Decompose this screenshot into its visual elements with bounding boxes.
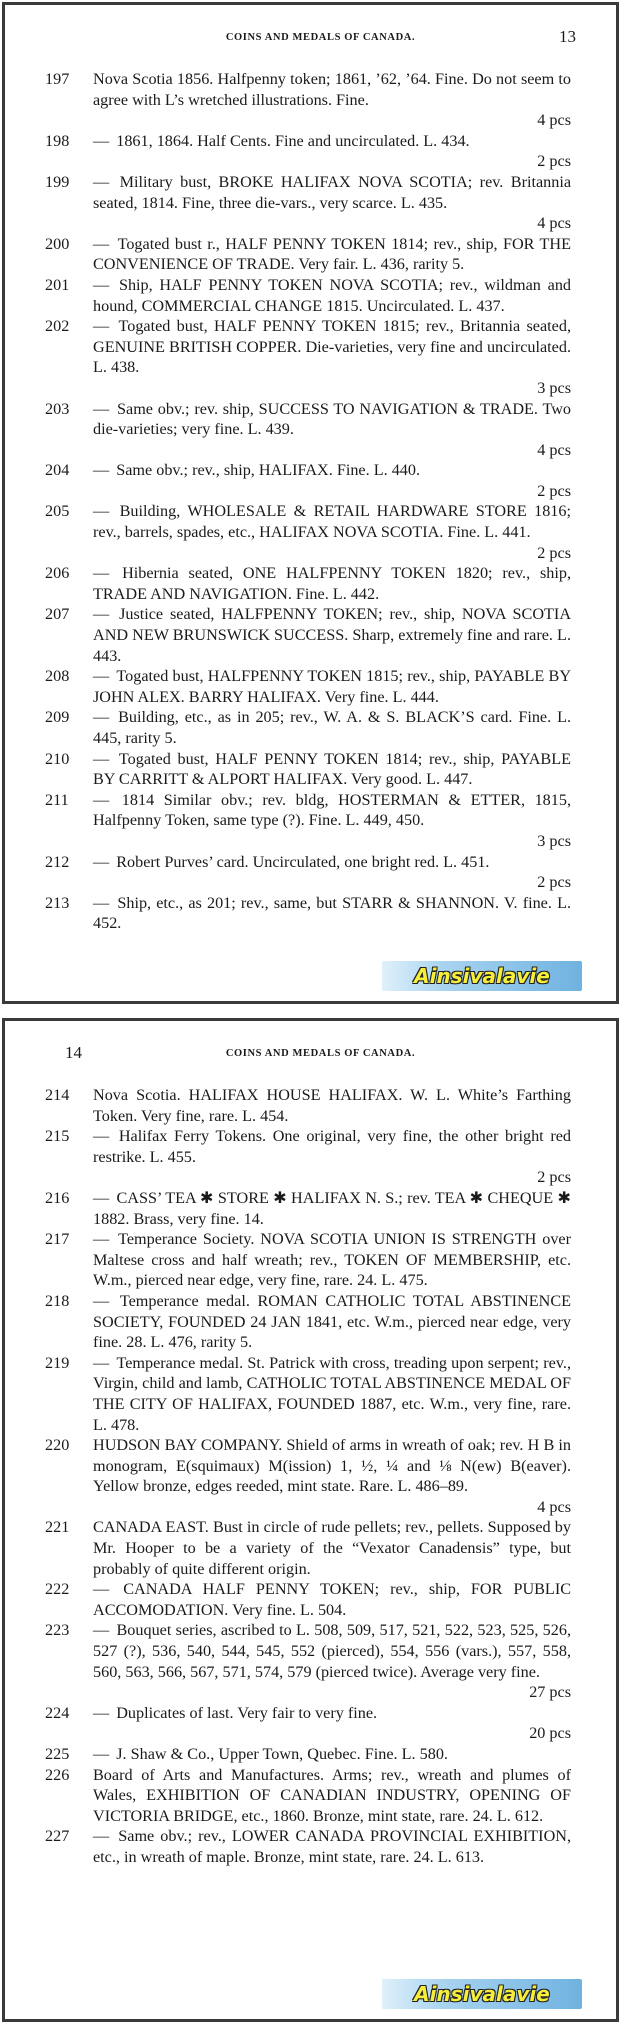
lot-description: CANADA HALF PENNY TOKEN; rev., ship, FOR PUBLIC ACCOMODATION. Very fine. L. 504. xyxy=(93,1580,572,1619)
lot-description: Bouquet series, ascribed to L. 508, 509, 517, 521, 522, 523, 525, 526, 527 (?), 536, 540, 544, 545, 552 (pierced), 554, 556 (vars.), 557, 558, 560, 563, 566, 567, 571, 574, 579 (pierced twice). Average very fine. xyxy=(93,1621,572,1681)
ditto-dash: — xyxy=(93,893,115,912)
catalog-entry xyxy=(45,1435,571,1517)
lot-description: HUDSON BAY COMPANY. Shield of arms in wreath of oak; rev. H B in monogram, E(squimaux) M(ission) 1, ½, ¼ and ⅛ N(ew) B(eaver). Yellow bronze, edges reeded, mint state. Rare. L. 486–89. xyxy=(93,1436,571,1496)
running-head xyxy=(65,1043,576,1067)
lot-description: Togated bust, HALFPENNY TOKEN 1815; rev., ship, PAYABLE BY JOHN ALEX. BARRY HALIFAX. Very fine. L. 444. xyxy=(93,667,572,706)
catalog-entry xyxy=(45,1703,571,1744)
page-number: 14 xyxy=(65,1043,82,1062)
lot-number: 213 xyxy=(45,893,70,912)
lot-number: 224 xyxy=(45,1703,70,1722)
ditto-dash: — xyxy=(93,461,114,480)
catalog-entry xyxy=(45,563,571,604)
lot-number: 202 xyxy=(45,317,70,336)
lot-description: Togated bust, HALF PENNY TOKEN 1814; rev., ship, PAYABLE BY CARRITT & ALPORT HALIFAX. Very good. L. 447. xyxy=(93,749,572,789)
lot-number: 220 xyxy=(45,1436,70,1455)
ditto-dash: — xyxy=(93,605,117,624)
lot-number: 199 xyxy=(45,172,70,191)
catalog-entry xyxy=(45,131,571,172)
page-header-title: COINS AND MEDALS OF CANADA. xyxy=(225,1048,416,1059)
ditto-dash: — xyxy=(93,1580,121,1599)
watermark-text: Ainsivalavie xyxy=(414,964,550,988)
ditto-dash: — xyxy=(93,708,116,727)
lot-quantity: 27 pcs xyxy=(529,1683,571,1702)
ditto-dash: — xyxy=(93,172,117,191)
catalog-entry xyxy=(45,1826,571,1867)
lot-description: Robert Purves’ card. Uncirculated, one bright red. L. 451. xyxy=(116,852,490,871)
lot-number: 203 xyxy=(45,399,70,418)
page-number: 13 xyxy=(559,27,576,46)
catalog-entry xyxy=(45,1353,571,1435)
ditto-dash: — xyxy=(93,399,114,418)
entry-list xyxy=(45,69,571,934)
watermark-text: Ainsivalavie xyxy=(414,1982,550,2006)
lot-quantity: 3 pcs xyxy=(537,831,571,850)
lot-quantity: 4 pcs xyxy=(537,440,571,459)
lot-number: 210 xyxy=(45,749,70,768)
catalog-entry xyxy=(45,275,571,316)
lot-quantity: 2 pcs xyxy=(537,543,571,562)
lot-number: 227 xyxy=(45,1827,70,1846)
ditto-dash: — xyxy=(93,1188,114,1207)
lot-number: 200 xyxy=(45,234,70,253)
catalog-entry xyxy=(45,172,571,234)
lot-description: Same obv.; rev., ship, HALIFAX. Fine. L. 440. xyxy=(116,461,421,480)
catalog-entry xyxy=(45,1579,571,1620)
lot-description: Temperance Society. NOVA SCOTIA UNION IS STRENGTH over Maltese cross and half wreath; rev., TOKEN OF MEMBERSHIP, etc. W.m., pierced near edge, very fine, rare. 24. L. 475. xyxy=(93,1230,571,1290)
catalog-entry xyxy=(45,790,571,852)
catalog-entry xyxy=(45,1620,571,1702)
lot-description: Justice seated, HALFPENNY TOKEN; rev., ship, NOVA SCOTIA AND NEW BRUNSWICK SUCCESS. Sharp, extremely fine and rare. L. 443. xyxy=(93,605,572,665)
page-header-title: COINS AND MEDALS OF CANADA. xyxy=(225,32,416,43)
lot-quantity: 3 pcs xyxy=(537,378,571,397)
lot-description: Togated bust, HALF PENNY TOKEN 1815; rev., Britannia seated, GENUINE BRITISH COPPER. Die-varieties, very fine and uncirculated. L. 438. xyxy=(93,317,571,377)
lot-number: 205 xyxy=(45,502,70,521)
ditto-dash: — xyxy=(93,564,120,583)
catalog-entry xyxy=(45,1229,571,1291)
lot-number: 226 xyxy=(45,1765,70,1784)
catalog-entry xyxy=(45,1765,571,1827)
lot-description: Building, etc., as in 205; rev., W. A. & S. BLACK’S card. Fine. L. 445, rarity 5. xyxy=(93,708,571,747)
ditto-dash: — xyxy=(93,502,117,521)
catalog-entry xyxy=(45,234,571,275)
catalog-entry xyxy=(45,1085,571,1126)
ditto-dash: — xyxy=(93,317,116,336)
catalog-entry xyxy=(45,69,571,131)
ditto-dash: — xyxy=(93,1353,114,1372)
lot-description: Military bust, BROKE HALIFAX NOVA SCOTIA; rev. Britannia seated, 1814. Fine, three die-vars., very scarce. L. 435. xyxy=(93,172,572,212)
lot-number: 204 xyxy=(45,461,70,480)
ditto-dash: — xyxy=(93,1230,116,1249)
lot-description: Halifax Ferry Tokens. One original, very fine, the other bright red restrike. L. 455. xyxy=(93,1127,571,1166)
lot-description: Ship, HALF PENNY TOKEN NOVA SCOTIA; rev., wildman and hound, COMMERCIAL CHANGE 1815. Uncirculated. L. 437. xyxy=(93,275,572,315)
lot-description: CANADA EAST. Bust in circle of rude pellets; rev., pellets. Supposed by Mr. Hooper to be a variety of the “Vexator Canadensis” type, but probably of quite different origin. xyxy=(93,1518,571,1578)
ditto-dash: — xyxy=(93,1745,114,1763)
lot-description: Building, WHOLESALE & RETAIL HARDWARE STORE 1816; rev., barrels, spades, etc., HALIFAX NOVA SCOTIA. Fine. L. 441. xyxy=(93,502,571,542)
lot-number: 198 xyxy=(45,131,70,150)
lot-number: 208 xyxy=(45,667,70,686)
ditto-dash: — xyxy=(93,667,114,686)
lot-description: Nova Scotia. HALIFAX HOUSE HALIFAX. W. L. White’s Farthing Token. Very fine, rare. L. 454. xyxy=(93,1086,571,1125)
lot-description: Temperance medal. ROMAN CATHOLIC TOTAL ABSTINENCE SOCIETY, FOUNDED 24 JAN 1841, etc. W.m., pierced near edge, very fine. 28. L. 476, rarity 5. xyxy=(93,1291,572,1352)
lot-description: Nova Scotia 1856. Halfpenny token; 1861, ’62, ’64. Fine. Do not seem to agree with L’s wretched illustrations. Fine. xyxy=(93,70,571,109)
lot-number: 215 xyxy=(45,1127,70,1146)
lot-number: 211 xyxy=(45,790,69,809)
entry-list xyxy=(45,1085,571,1868)
lot-description: Same obv.; rev., LOWER CANADA PROVINCIAL EXHIBITION, etc., in wreath of maple. Bronze, mint state, rare. 24. L. 613. xyxy=(93,1827,572,1866)
lot-quantity: 20 pcs xyxy=(529,1724,571,1743)
lot-quantity: 2 pcs xyxy=(537,481,571,500)
lot-quantity: 4 pcs xyxy=(537,1497,571,1516)
catalog-entry xyxy=(45,604,571,666)
ditto-dash: — xyxy=(93,234,115,253)
catalog-entry xyxy=(45,666,571,707)
catalog-entry xyxy=(45,707,571,748)
lot-quantity: 4 pcs xyxy=(537,214,571,233)
catalog-entry xyxy=(45,1517,571,1579)
ditto-dash: — xyxy=(93,1127,116,1146)
catalog-entry xyxy=(45,460,571,501)
lot-number: 207 xyxy=(45,605,70,624)
lot-number: 201 xyxy=(45,275,70,294)
lot-description: Ship, etc., as 201; rev., same, but STARR & SHANNON. V. fine. L. 452. xyxy=(93,893,571,933)
watermark-logo xyxy=(382,961,582,991)
lot-number: 212 xyxy=(45,852,70,871)
lot-quantity: 2 pcs xyxy=(537,1168,571,1187)
ditto-dash: — xyxy=(93,275,116,294)
lot-description: CASS’ TEA ✱ STORE ✱ HALIFAX N. S.; rev. TEA ✱ CHEQUE ✱ 1882. Brass, very fine. 14. xyxy=(93,1188,572,1228)
lot-number: 216 xyxy=(45,1188,70,1207)
lot-description: Same obv.; rev. ship, SUCCESS TO NAVIGATION & TRADE. Two die-varieties; very fine. L. 439. xyxy=(93,399,571,439)
lot-number: 206 xyxy=(45,564,70,583)
lot-description: 1814 Similar obv.; rev. bldg, HOSTERMAN & ETTER, 1815, Halfpenny Token, same type (?). Fine. L. 449, 450. xyxy=(93,790,572,830)
lot-number: 223 xyxy=(45,1621,70,1640)
lot-description: Duplicates of last. Very fair to very fine. xyxy=(116,1703,378,1722)
lot-number: 219 xyxy=(45,1353,70,1372)
lot-description: 1861, 1864. Half Cents. Fine and uncirculated. L. 434. xyxy=(116,131,470,150)
ditto-dash: — xyxy=(93,1621,114,1640)
catalog-entry xyxy=(45,852,571,893)
lot-number: 197 xyxy=(45,70,70,88)
watermark-logo xyxy=(382,1979,582,2009)
catalog-entry xyxy=(45,893,571,934)
catalog-entry xyxy=(45,501,571,563)
running-head xyxy=(65,27,576,51)
catalog-entry xyxy=(45,1291,571,1353)
lot-number: 222 xyxy=(45,1580,70,1599)
lot-quantity: 4 pcs xyxy=(537,111,571,130)
ditto-dash: — xyxy=(93,852,114,871)
lot-description: J. Shaw & Co., Upper Town, Quebec. Fine. L. 580. xyxy=(116,1745,448,1763)
ditto-dash: — xyxy=(93,790,119,809)
lot-number: 217 xyxy=(45,1230,70,1249)
lot-description: Board of Arts and Manufactures. Arms; rev., wreath and plumes of Wales, EXHIBITION OF CANADIAN INDUSTRY, OPENING OF VICTORIA BRIDGE, etc., 1860. Bronze, mint state, rare. 24. L. 612. xyxy=(93,1765,571,1825)
lot-quantity: 2 pcs xyxy=(537,152,571,171)
lot-number: 225 xyxy=(45,1745,70,1763)
catalog-entry xyxy=(45,749,571,790)
lot-number: 209 xyxy=(45,708,70,727)
catalog-page-14 xyxy=(2,1018,619,2022)
ditto-dash: — xyxy=(93,1703,114,1722)
catalog-entry xyxy=(45,399,571,461)
catalog-entry xyxy=(45,1188,571,1229)
lot-number: 214 xyxy=(45,1086,70,1104)
lot-description: Hibernia seated, ONE HALFPENNY TOKEN 1820; rev., ship, TRADE AND NAVIGATION. Fine. L. 442. xyxy=(93,564,572,603)
ditto-dash: — xyxy=(93,131,114,150)
catalog-entry xyxy=(45,1744,571,1765)
lot-number: 221 xyxy=(45,1518,70,1537)
ditto-dash: — xyxy=(93,1291,117,1310)
lot-quantity: 2 pcs xyxy=(537,873,571,892)
lot-number: 218 xyxy=(45,1291,70,1310)
ditto-dash: — xyxy=(93,749,116,768)
catalog-entry xyxy=(45,316,571,398)
ditto-dash: — xyxy=(93,1827,116,1846)
lot-description: Togated bust r., HALF PENNY TOKEN 1814; rev., ship, FOR THE CONVENIENCE OF TRADE. Very fair. L. 436, rarity 5. xyxy=(93,234,572,274)
catalog-page-13 xyxy=(2,2,619,1004)
lot-description: Temperance medal. St. Patrick with cross, treading upon serpent; rev., Virgin, child and lamb, CATHOLIC TOTAL ABSTINENCE MEDAL OF THE CITY OF HALIFAX, FOUNDED 1887, etc. W.m., very fine, rare. L. 478. xyxy=(93,1353,571,1434)
catalog-entry xyxy=(45,1126,571,1188)
